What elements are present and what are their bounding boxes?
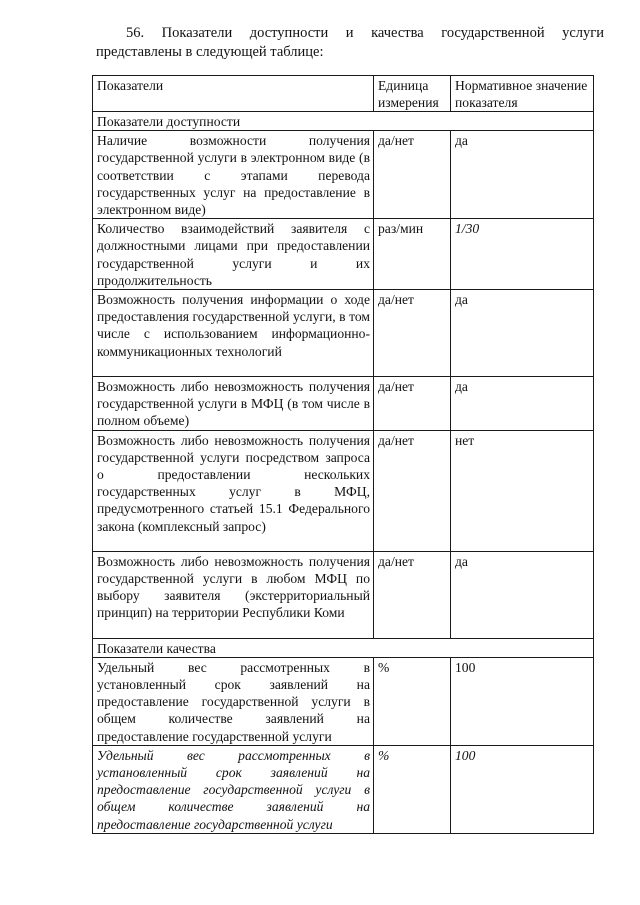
indicators-table xyxy=(92,75,594,834)
intro-line-1: 56. Показатели доступности и качества государственной услуги xyxy=(126,25,604,41)
indicator-cell: Удельный вес рассмотренных в установленный срок заявлений на предоставление государственной услуги в общем количестве заявлений на предоставление государственной услуги xyxy=(93,657,374,745)
value-cell: 100 xyxy=(451,745,594,833)
unit-cell: да/нет xyxy=(374,551,451,638)
section-title: Показатели качества xyxy=(93,638,594,657)
table-row xyxy=(93,551,594,638)
indicator-cell: Наличие возможности получения государственной услуги в электронном виде (в соответствии с этапами перевода государственных услуг на предоставление в электронном виде) xyxy=(93,131,374,219)
table-row xyxy=(93,377,594,431)
unit-cell: раз/мин xyxy=(374,219,451,290)
unit-cell: да/нет xyxy=(374,377,451,431)
table-row xyxy=(93,657,594,745)
table-row xyxy=(93,219,594,290)
indicator-cell: Возможность либо невозможность получения государственной услуги в МФЦ (в том числе в полном объеме) xyxy=(93,377,374,431)
table-header-row xyxy=(93,76,594,112)
table-row xyxy=(93,131,594,219)
table-row xyxy=(93,290,594,377)
indicator-cell: Возможность либо невозможность получения государственной услуги посредством запроса о предоставлении нескольких государственных услуг в МФЦ, предусмотренного статьей 15.1 Федерального закона (комплексный запрос) xyxy=(93,430,374,551)
value-cell: да xyxy=(451,131,594,219)
header-indicator: Показатели xyxy=(93,76,374,112)
section-row-accessibility xyxy=(93,112,594,131)
indicator-cell: Возможность либо невозможность получения государственной услуги в любом МФЦ по выбору заявителя (экстерриториальный принцип) на территории Республики Коми xyxy=(93,551,374,638)
unit-cell: да/нет xyxy=(374,430,451,551)
unit-cell: % xyxy=(374,657,451,745)
value-cell: да xyxy=(451,290,594,377)
table-row xyxy=(93,430,594,551)
section-row-quality xyxy=(93,638,594,657)
value-cell: да xyxy=(451,377,594,431)
value-cell: да xyxy=(451,551,594,638)
value-cell: нет xyxy=(451,430,594,551)
indicator-cell: Удельный вес рассмотренных в установленный срок заявлений на предоставление государственной услуги в общем количестве заявлений на предоставление государственной услуги xyxy=(93,745,374,833)
table-row xyxy=(93,745,594,833)
intro-line-2: представлены в следующей таблице: xyxy=(96,44,324,60)
intro-paragraph xyxy=(96,24,604,62)
unit-cell: % xyxy=(374,745,451,833)
header-unit: Единица измерения xyxy=(374,76,451,112)
value-cell: 1/30 xyxy=(451,219,594,290)
unit-cell: да/нет xyxy=(374,290,451,377)
unit-cell: да/нет xyxy=(374,131,451,219)
value-cell: 100 xyxy=(451,657,594,745)
indicator-cell: Возможность получения информации о ходе предоставления государственной услуги, в том числе с использованием информационно-коммуникационных технологий xyxy=(93,290,374,377)
header-norm: Нормативное значение показателя xyxy=(451,76,594,112)
indicator-cell: Количество взаимодействий заявителя с должностными лицами при предоставлении государственной услуги и их продолжительность xyxy=(93,219,374,290)
section-title: Показатели доступности xyxy=(93,112,594,131)
